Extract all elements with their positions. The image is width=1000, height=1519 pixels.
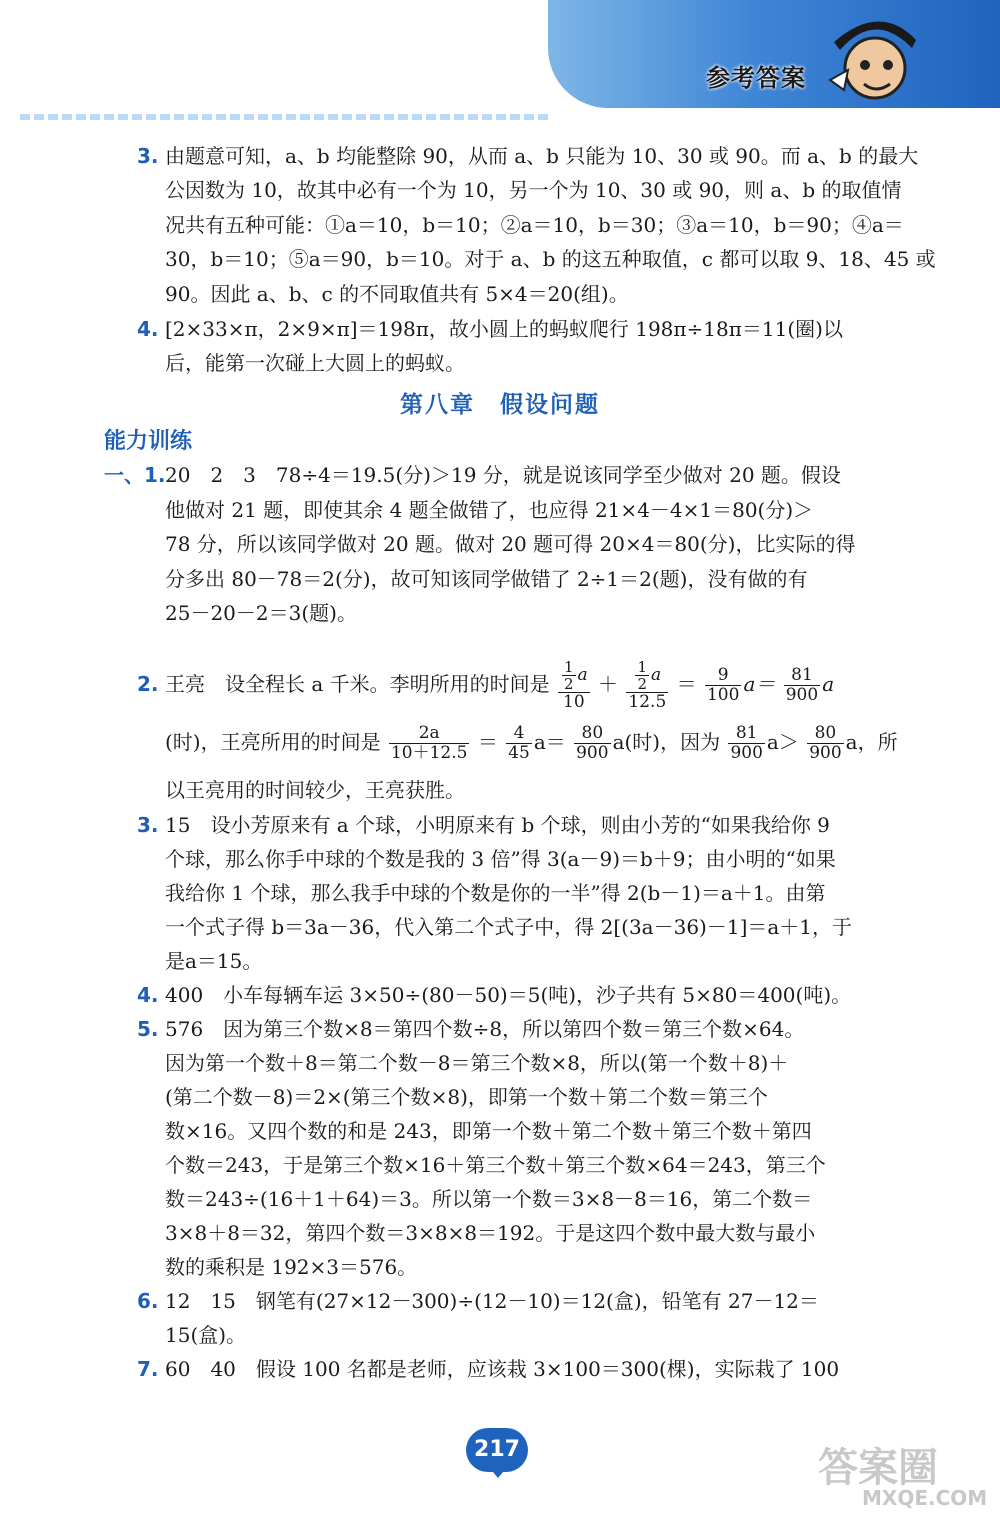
watermark-logo: 答案圈 [818, 1445, 938, 1491]
text-line: 由题意可知，a、b 均能整除 90，从而 a、b 只能为 10、30 或 90。而 a、b 的最大 [165, 144, 919, 168]
item-number: 6. [137, 1289, 159, 1313]
text-line: 25－20－2＝3(题)。 [165, 601, 357, 625]
item-number: 一、1. [104, 463, 166, 487]
watermark-url: MXQE.COM [862, 1486, 988, 1510]
item-number: 2. [137, 672, 159, 696]
fraction: $\frac{1}{2}$ a 10 [558, 659, 590, 712]
text-line: 3×8＋8＝32，第四个数＝3×8×8＝192。于是这四个数中最大数与最小 [165, 1221, 816, 1245]
fraction: $\frac{81}{900}$ [730, 723, 763, 763]
text-line: 400 小车每辆车运 3×50÷(80－50)＝5(吨)，沙子共有 5×80＝400(吨)。 [165, 983, 852, 1007]
text-line: 分多出 80－78＝2(分)，故可知该同学做错了 2÷1＝2(题)，没有做的有 [165, 567, 808, 591]
item-number: 5. [137, 1017, 159, 1041]
text-line: 15(盒)。 [165, 1323, 247, 1347]
section-title: 能力训练 [104, 429, 193, 454]
text: 王亮 设全程长 a 千米。李明所用的时间是 [165, 672, 550, 696]
text-line: (第二个数－8)＝2×(第三个数×8)，即第一个数＋第二个数＝第三个 [165, 1085, 768, 1109]
text-line: 数的乘积是 192×3＝576。 [165, 1255, 418, 1279]
page-badge-tail [488, 1466, 508, 1478]
text-line: 60 40 假设 100 名都是老师，应该栽 3×100＝300(棵)，实际栽了 100 [165, 1357, 840, 1381]
header-divider [20, 114, 550, 120]
fraction: $\frac{2a}{10+12.5}$ [390, 723, 468, 763]
item-number: 4. [137, 317, 159, 341]
text-line: 公因数为 10，故其中必有一个为 10，另一个为 10、30 或 90，则 a、b 的取值情 [165, 178, 902, 202]
item-number: 3. [137, 813, 159, 837]
text-line: 个球，那么你手中球的个数是我的 3 倍”得 3(a－9)＝b＋9；由小明的“如果 [165, 847, 836, 871]
text-line: 15 设小芳原来有 a 个球，小明原来有 b 个球，则由小芳的“如果我给你 9 [165, 813, 830, 837]
text-line: 况共有五种可能：①a＝10，b＝10；②a＝10，b＝30；③a＝10，b＝90；④a＝ [165, 213, 904, 237]
fraction: $\frac{9}{100}$ [706, 665, 740, 705]
text-line: 数×16。又四个数的和是 243，即第一个数＋第二个数＋第三个数＋第四 [165, 1119, 812, 1143]
text-line: 他做对 21 题，即使其余 4 题全做错了，也应得 21×4－4×1＝80(分)＞ [165, 498, 814, 522]
text-line: 20 2 3 78÷4＝19.5(分)＞19 分，就是说该同学至少做对 20 题。假设 [165, 463, 841, 487]
text-line: 个数＝243，于是第三个数×16＋第三个数＋第三个数×64＝243，第三个 [165, 1153, 826, 1177]
item-number: 3. [137, 144, 159, 168]
text-line: 以王亮用的时间较少，王亮获胜。 [165, 778, 465, 802]
text-line: 一个式子得 b＝3a－36，代入第二个式子中，得 2[(3a－36)－1]＝a＋1，于 [165, 915, 853, 939]
text-line: 12 15 钢笔有(27×12－300)÷(12－10)＝12(盒)，铅笔有 27－12＝ [165, 1289, 819, 1313]
chapter-title: 第八章 假设问题 [400, 392, 600, 418]
formula-line-2: (时)，王亮所用的时间是 $\frac{2a}{10+12.5}$ ＝ $\frac{4}{45}$ a＝ $\frac{80}{900}$ a(时)，因为 $\frac{81}{900}$ a＞ $\frac{80}{900}$ a，所 [165, 723, 898, 763]
fraction: $\frac{80}{900}$ [809, 723, 842, 763]
text-line: 78 分，所以该同学做对 20 题。做对 20 题可得 20×4＝80(分)，比实际的得 [165, 532, 856, 556]
text-line: 576 因为第三个数×8＝第四个数÷8，所以第四个数＝第三个数×64。 [165, 1017, 805, 1041]
item-number: 7. [137, 1357, 159, 1381]
page-number: 217 [466, 1428, 528, 1472]
fraction: $\frac{4}{45}$ [508, 723, 530, 763]
text-line: 90。因此 a、b、c 的不同取值共有 5×4＝20(组)。 [165, 282, 629, 306]
text-line: 是a＝15。 [165, 949, 263, 973]
fraction: $\frac{81}{900}$ [785, 665, 819, 705]
header-title: 参考答案 [706, 64, 806, 92]
text-line: 数＝243÷(16＋1＋64)＝3。所以第一个数＝3×8－8＝16，第二个数＝ [165, 1187, 813, 1211]
fraction: $\frac{80}{900}$ [576, 723, 609, 763]
text-line: 30，b＝10；⑤a＝90，b＝10。对于 a、b 的这五种取值，c 都可以取 9、18、45 或 [165, 247, 936, 271]
item-number: 4. [137, 983, 159, 1007]
mascot-icon [820, 10, 930, 110]
text-line: 后，能第一次碰上大圆上的蚂蚁。 [165, 351, 465, 375]
text-line: 因为第一个数＋8＝第二个数－8＝第三个数×8，所以(第一个数＋8)＋ [165, 1051, 789, 1075]
fraction: $\frac{1}{2}$ a 12.5 [628, 658, 667, 712]
text-line: [2×33×π，2×9×π]＝198π，故小圆上的蚂蚁爬行 198π÷18π＝11(圈)以 [165, 317, 843, 341]
text-line: 我给你 1 个球，那么我手中球的个数是你的一半”得 2(b－1)＝a＋1。由第 [165, 881, 826, 905]
formula-line-1: 王亮 设全程长 a 千米。李明所用的时间是 $\frac{1}{2}$ a 10 ＋ $\frac{1}{2}$ a 12.5 ＝ $\frac{9}{100}$ a＝ $\frac{81}{900}$ a [165, 658, 835, 712]
